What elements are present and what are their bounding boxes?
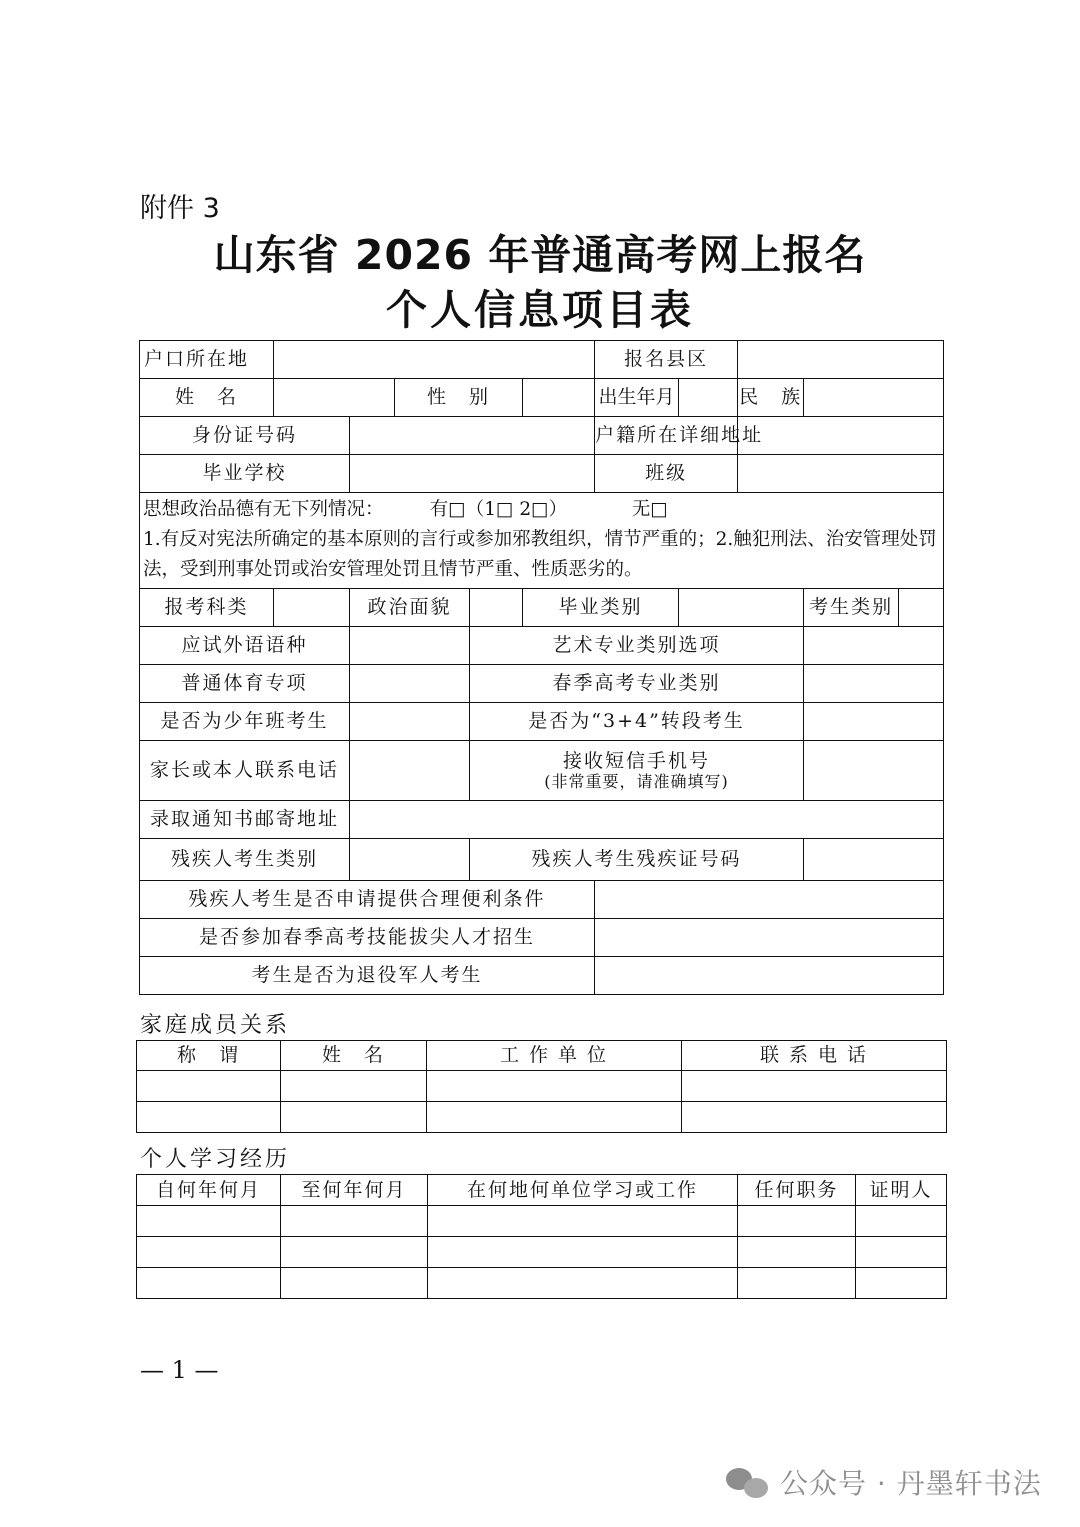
sms-phone-text: 接收短信手机号	[563, 749, 711, 772]
edu-header-place: 在何地何单位学习或工作	[428, 1175, 738, 1206]
edu-cell[interactable]	[137, 1206, 281, 1237]
candidate-type-label: 考生类别	[804, 589, 899, 627]
household-address-field[interactable]	[738, 417, 944, 455]
disability-type-label: 残疾人考生类别	[140, 839, 350, 881]
sports-label: 普通体育专项	[140, 665, 350, 703]
edu-cell[interactable]	[856, 1268, 947, 1299]
veteran-label: 考生是否为退役军人考生	[140, 957, 595, 995]
political-conduct-question: 思想政治品德有无下列情况： 有□（1□ 2□） 无□	[143, 499, 668, 520]
graduation-type-label: 毕业类别	[523, 589, 679, 627]
spring-talent-field[interactable]	[595, 919, 944, 957]
id-number-label: 身份证号码	[140, 417, 350, 455]
family-cell[interactable]	[137, 1102, 281, 1133]
political-conduct-note: 1.有反对宪法所确定的基本原则的言行或参加邪教组织，情节严重的；2.触犯刑法、治安管理处罚法，受到刑事处罚或治安管理处罚且情节严重、性质恶劣的。	[143, 529, 937, 580]
edu-header-to: 至何年何月	[281, 1175, 428, 1206]
family-cell[interactable]	[137, 1071, 281, 1102]
page-title: 山东省 2026 年普通高考网上报名	[213, 231, 867, 279]
table-row	[140, 627, 944, 665]
page-subtitle: 个人信息项目表	[386, 286, 694, 334]
attachment-label: 附件 3	[140, 193, 220, 224]
edu-cell[interactable]	[738, 1206, 856, 1237]
spring-talent-label: 是否参加春季高考技能拔尖人才招生	[140, 919, 595, 957]
family-section-title: 家庭成员关系	[140, 1013, 291, 1038]
art-major-field[interactable]	[804, 627, 944, 665]
graduate-school-label: 毕业学校	[140, 455, 350, 493]
political-status-field[interactable]	[470, 589, 523, 627]
political-conduct-section	[140, 493, 944, 589]
sports-field[interactable]	[350, 665, 470, 703]
family-header-relation: 称 谓	[137, 1041, 281, 1071]
edu-cell[interactable]	[856, 1237, 947, 1268]
table-row	[140, 839, 944, 881]
disability-accommodation-field[interactable]	[595, 881, 944, 919]
household-address-label: 户籍所在详细地址	[595, 417, 738, 455]
edu-cell[interactable]	[428, 1268, 738, 1299]
table-header-row	[137, 1175, 947, 1206]
family-header-employer: 工 作 单 位	[427, 1041, 682, 1071]
graduation-type-field[interactable]	[679, 589, 804, 627]
family-cell[interactable]	[682, 1071, 947, 1102]
education-section-title: 个人学习经历	[140, 1147, 291, 1172]
table-row	[140, 919, 944, 957]
table-row	[137, 1071, 947, 1102]
watermark	[724, 1462, 1042, 1502]
household-location-label: 户口所在地	[140, 341, 274, 379]
edu-cell[interactable]	[738, 1268, 856, 1299]
table-row	[140, 589, 944, 627]
table-row	[140, 417, 944, 455]
name-field[interactable]	[274, 379, 395, 417]
table-row	[137, 1102, 947, 1133]
table-row	[140, 957, 944, 995]
juvenile-class-label: 是否为少年班考生	[140, 703, 350, 741]
table-row	[137, 1206, 947, 1237]
watermark-text: 公众号 · 丹墨轩书法	[780, 1467, 1042, 1500]
transfer-34-label: 是否为“3+4”转段考生	[470, 703, 804, 741]
edu-cell[interactable]	[738, 1237, 856, 1268]
veteran-field[interactable]	[595, 957, 944, 995]
family-cell[interactable]	[427, 1102, 682, 1133]
table-row	[140, 455, 944, 493]
class-field[interactable]	[738, 455, 944, 493]
spring-major-field[interactable]	[804, 665, 944, 703]
political-status-label: 政治面貌	[350, 589, 470, 627]
table-header-row	[137, 1041, 947, 1071]
edu-header-witness: 证明人	[856, 1175, 947, 1206]
table-row	[140, 741, 944, 801]
disability-cert-label: 残疾人考生残疾证号码	[470, 839, 804, 881]
table-row	[140, 703, 944, 741]
mail-address-field[interactable]	[350, 801, 944, 839]
edu-cell[interactable]	[856, 1206, 947, 1237]
personal-info-table	[139, 340, 944, 995]
table-row	[140, 801, 944, 839]
birth-date-field[interactable]	[679, 379, 738, 417]
edu-cell[interactable]	[281, 1237, 428, 1268]
family-table	[136, 1040, 947, 1133]
transfer-34-field[interactable]	[804, 703, 944, 741]
contact-phone-label: 家长或本人联系电话	[140, 741, 350, 801]
name-label: 姓 名	[140, 379, 274, 417]
disability-cert-field[interactable]	[804, 839, 944, 881]
edu-cell[interactable]	[428, 1206, 738, 1237]
family-cell[interactable]	[427, 1071, 682, 1102]
juvenile-class-field[interactable]	[350, 703, 470, 741]
gender-label: 性 别	[395, 379, 523, 417]
edu-header-position: 任何职务	[738, 1175, 856, 1206]
ethnicity-label: 民 族	[738, 379, 804, 417]
table-row	[137, 1237, 947, 1268]
page-number: — 1 —	[140, 1356, 219, 1384]
foreign-language-label: 应试外语语种	[140, 627, 350, 665]
class-label: 班级	[595, 455, 738, 493]
sms-phone-field[interactable]	[804, 741, 944, 801]
sms-phone-note: (非常重要，请准确填写)	[544, 772, 729, 792]
foreign-language-field[interactable]	[350, 627, 470, 665]
disability-accommodation-label: 残疾人考生是否申请提供合理便利条件	[140, 881, 595, 919]
table-row	[140, 881, 944, 919]
sms-phone-label	[470, 741, 804, 801]
table-row	[140, 341, 944, 379]
wechat-icon	[724, 1464, 770, 1500]
graduate-school-field[interactable]	[350, 455, 595, 493]
family-cell[interactable]	[682, 1102, 947, 1133]
edu-cell[interactable]	[137, 1268, 281, 1299]
household-location-field[interactable]	[274, 341, 595, 379]
spring-major-label: 春季高考专业类别	[470, 665, 804, 703]
table-row	[137, 1268, 947, 1299]
family-cell[interactable]	[281, 1102, 427, 1133]
edu-cell[interactable]	[281, 1268, 428, 1299]
mail-address-label: 录取通知书邮寄地址	[140, 801, 350, 839]
id-number-field[interactable]	[350, 417, 595, 455]
candidate-type-field[interactable]	[899, 589, 944, 627]
edu-header-from: 自何年何月	[137, 1175, 281, 1206]
edu-cell[interactable]	[137, 1237, 281, 1268]
registration-county-field[interactable]	[738, 341, 944, 379]
family-cell[interactable]	[281, 1071, 427, 1102]
art-major-label: 艺术专业类别选项	[470, 627, 804, 665]
gender-field[interactable]	[523, 379, 595, 417]
education-table	[136, 1174, 947, 1299]
table-row	[140, 379, 944, 417]
registration-county-label: 报名县区	[595, 341, 738, 379]
contact-phone-field[interactable]	[350, 741, 470, 801]
disability-type-field[interactable]	[350, 839, 470, 881]
family-header-name: 姓 名	[281, 1041, 427, 1071]
family-header-phone: 联 系 电 话	[682, 1041, 947, 1071]
edu-cell[interactable]	[428, 1237, 738, 1268]
exam-subject-label: 报考科类	[140, 589, 274, 627]
ethnicity-field[interactable]	[804, 379, 944, 417]
edu-cell[interactable]	[281, 1206, 428, 1237]
exam-subject-field[interactable]	[274, 589, 350, 627]
table-row	[140, 493, 944, 589]
table-row	[140, 665, 944, 703]
birth-date-label: 出生年月	[595, 379, 679, 417]
